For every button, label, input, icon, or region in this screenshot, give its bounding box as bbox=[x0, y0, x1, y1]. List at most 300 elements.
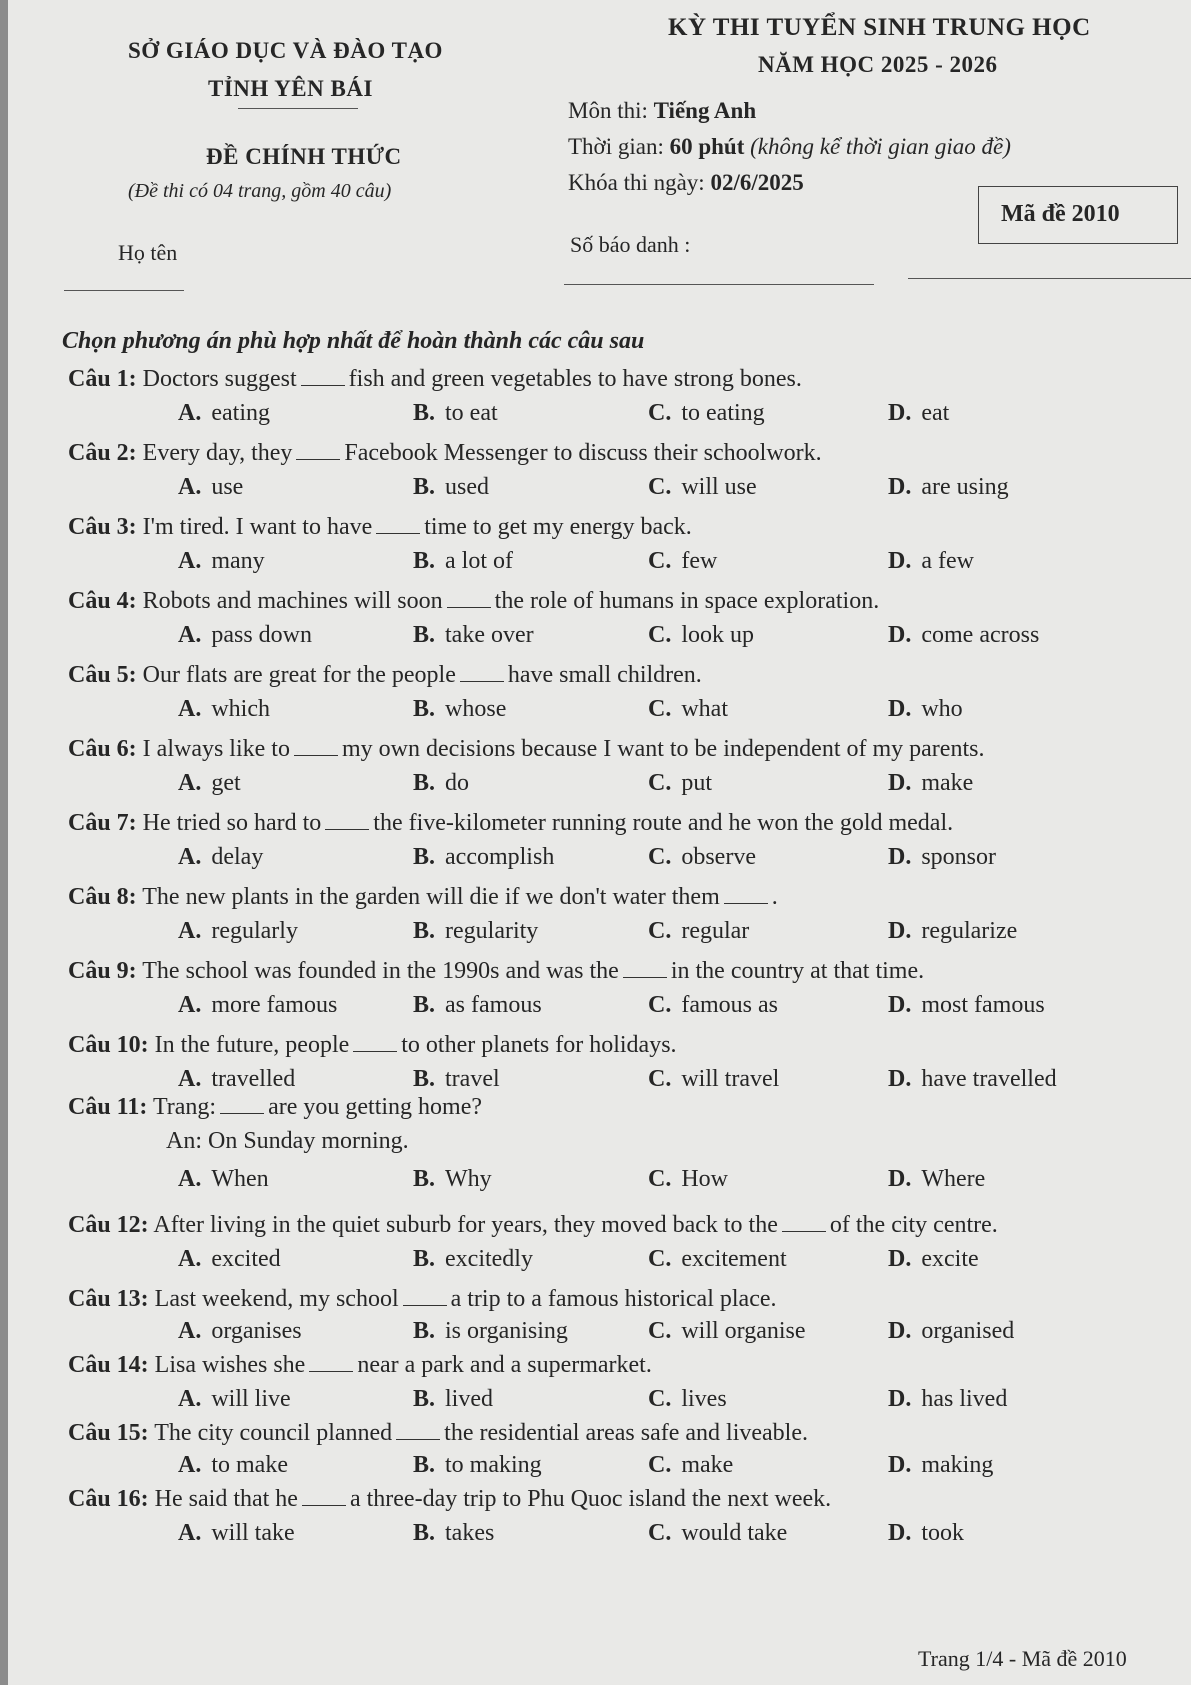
option-text: excitedly bbox=[445, 1246, 533, 1272]
question-16-option-d bbox=[888, 1520, 964, 1547]
option-text: regularity bbox=[445, 918, 539, 944]
answer-blank bbox=[325, 828, 369, 830]
question-2-option-b bbox=[413, 474, 489, 501]
subject-line bbox=[568, 98, 756, 124]
page-footer: Trang 1/4 - Mã đề 2010 bbox=[918, 1646, 1127, 1671]
option-letter: A. bbox=[178, 696, 202, 722]
subject-value: Tiếng Anh bbox=[653, 98, 757, 123]
option-letter: D. bbox=[888, 1520, 912, 1546]
question-text-before: He tried so hard to bbox=[142, 810, 322, 836]
option-letter: C. bbox=[648, 1066, 672, 1092]
question-5-option-b bbox=[413, 696, 506, 723]
question-10-option-c bbox=[648, 1066, 779, 1093]
time-line bbox=[568, 134, 1011, 160]
question-7-option-b bbox=[413, 844, 554, 871]
question-1-option-d bbox=[888, 400, 949, 427]
option-text: most famous bbox=[921, 992, 1045, 1018]
option-text: has lived bbox=[921, 1386, 1008, 1412]
question-text-before: Lisa wishes she bbox=[154, 1352, 306, 1378]
option-text: to making bbox=[445, 1452, 542, 1478]
option-letter: D. bbox=[888, 1318, 912, 1344]
option-text: will take bbox=[211, 1520, 295, 1546]
option-letter: C. bbox=[648, 770, 672, 796]
option-text: Where bbox=[921, 1166, 986, 1192]
option-letter: A. bbox=[178, 918, 202, 944]
option-letter: C. bbox=[648, 1246, 672, 1272]
question-text-after: the residential areas safe and liveable. bbox=[444, 1420, 808, 1446]
question-number: Câu 10: bbox=[68, 1032, 149, 1058]
exam-title: KỲ THI TUYỂN SINH TRUNG HỌC bbox=[668, 14, 1091, 41]
option-text: put bbox=[681, 770, 713, 796]
question-8-option-b bbox=[413, 918, 538, 945]
option-letter: A. bbox=[178, 1066, 202, 1092]
question-10-option-d bbox=[888, 1066, 1057, 1093]
option-letter: C. bbox=[648, 474, 672, 500]
question-10 bbox=[68, 1032, 677, 1059]
question-number: Câu 7: bbox=[68, 810, 137, 836]
question-4-option-d bbox=[888, 622, 1039, 649]
option-text: are using bbox=[921, 474, 1009, 500]
option-text: travelled bbox=[211, 1066, 296, 1092]
option-text: organises bbox=[211, 1318, 302, 1344]
question-2-option-c bbox=[648, 474, 757, 501]
option-letter: C. bbox=[648, 844, 672, 870]
answer-blank bbox=[724, 902, 768, 904]
option-letter: B. bbox=[413, 1246, 436, 1272]
question-2-option-d bbox=[888, 474, 1009, 501]
question-text-before: The new plants in the garden will die if we don't water them bbox=[142, 884, 720, 910]
question-1-option-b bbox=[413, 400, 498, 427]
answer-blank bbox=[782, 1230, 826, 1232]
option-text: make bbox=[921, 770, 974, 796]
question-number: Câu 11: bbox=[68, 1094, 148, 1120]
option-letter: D. bbox=[888, 844, 912, 870]
option-text: making bbox=[921, 1452, 994, 1478]
option-text: regularly bbox=[211, 918, 298, 944]
question-5-option-a bbox=[178, 696, 270, 723]
exam-code: Mã đề 2010 bbox=[1001, 201, 1120, 227]
option-letter: B. bbox=[413, 400, 436, 426]
option-text: will live bbox=[211, 1386, 291, 1412]
pages-note: (Đề thi có 04 trang, gồm 40 câu) bbox=[128, 180, 392, 202]
option-text: take over bbox=[445, 622, 534, 648]
option-letter: B. bbox=[413, 622, 436, 648]
question-text-after: are you getting home? bbox=[268, 1094, 483, 1120]
question-7 bbox=[68, 810, 953, 837]
question-text-before: The school was founded in the 1990s and was the bbox=[142, 958, 619, 984]
question-5 bbox=[68, 662, 702, 689]
question-text-after: near a park and a supermarket. bbox=[357, 1352, 652, 1378]
option-text: what bbox=[681, 696, 728, 722]
option-text: as famous bbox=[445, 992, 542, 1018]
option-letter: C. bbox=[648, 918, 672, 944]
option-letter: D. bbox=[888, 696, 912, 722]
question-9-option-c bbox=[648, 992, 778, 1019]
question-9-option-d bbox=[888, 992, 1045, 1019]
option-letter: C. bbox=[648, 1386, 672, 1412]
answer-blank bbox=[220, 1112, 264, 1114]
option-text: regularize bbox=[921, 918, 1018, 944]
option-text: took bbox=[921, 1520, 965, 1546]
option-text: excitement bbox=[681, 1246, 787, 1272]
question-13-option-c bbox=[648, 1318, 806, 1345]
question-8 bbox=[68, 884, 778, 911]
question-number: Câu 16: bbox=[68, 1486, 149, 1512]
question-14-option-b bbox=[413, 1386, 493, 1413]
question-text-after: in the country at that time. bbox=[670, 958, 925, 984]
question-16 bbox=[68, 1486, 831, 1513]
option-text: look up bbox=[681, 622, 755, 648]
question-number: Câu 3: bbox=[68, 514, 137, 540]
option-letter: D. bbox=[888, 992, 912, 1018]
option-text: pass down bbox=[211, 622, 313, 648]
option-letter: C. bbox=[648, 622, 672, 648]
option-letter: C. bbox=[648, 1318, 672, 1344]
option-text: travel bbox=[445, 1066, 500, 1092]
question-number: Câu 15: bbox=[68, 1420, 149, 1446]
date-value: 02/6/2025 bbox=[710, 170, 804, 195]
option-letter: B. bbox=[413, 1318, 436, 1344]
question-6-option-b bbox=[413, 770, 469, 797]
instruction: Chọn phương án phù hợp nhất để hoàn thành các câu sau bbox=[62, 328, 645, 354]
option-text: few bbox=[681, 548, 718, 574]
question-8-option-a bbox=[178, 918, 298, 945]
option-letter: B. bbox=[413, 1066, 436, 1092]
option-text: will organise bbox=[681, 1318, 806, 1344]
option-text: How bbox=[681, 1166, 729, 1192]
option-text: to eating bbox=[681, 400, 765, 426]
header-underline bbox=[238, 108, 358, 109]
option-letter: D. bbox=[888, 1452, 912, 1478]
option-letter: C. bbox=[648, 1452, 672, 1478]
question-text-before: Every day, they bbox=[142, 440, 293, 466]
question-number: Câu 8: bbox=[68, 884, 137, 910]
question-4-option-c bbox=[648, 622, 754, 649]
option-text: a lot of bbox=[445, 548, 513, 574]
question-1-option-a bbox=[178, 400, 270, 427]
question-14-option-a bbox=[178, 1386, 291, 1413]
option-text: observe bbox=[681, 844, 756, 870]
option-letter: B. bbox=[413, 844, 436, 870]
question-4 bbox=[68, 588, 879, 615]
question-2 bbox=[68, 440, 822, 467]
option-letter: A. bbox=[178, 1520, 202, 1546]
question-text-after: . bbox=[771, 884, 778, 910]
option-text: whose bbox=[445, 696, 507, 722]
question-13-option-b bbox=[413, 1318, 568, 1345]
question-text-after: time to get my energy back. bbox=[424, 514, 692, 540]
option-text: organised bbox=[921, 1318, 1015, 1344]
question-3-option-c bbox=[648, 548, 717, 575]
question-text-after: a three-day trip to Phu Quoc island the next week. bbox=[349, 1486, 832, 1512]
answer-blank bbox=[396, 1438, 440, 1440]
question-16-option-c bbox=[648, 1520, 787, 1547]
question-15-option-b bbox=[413, 1452, 542, 1479]
option-text: who bbox=[921, 696, 963, 722]
question-text-before: Trang: bbox=[152, 1094, 217, 1120]
question-number: Câu 2: bbox=[68, 440, 137, 466]
answer-blank bbox=[447, 606, 491, 608]
option-letter: B. bbox=[413, 992, 436, 1018]
option-letter: B. bbox=[413, 548, 436, 574]
option-text: use bbox=[211, 474, 244, 500]
option-letter: B. bbox=[413, 1452, 436, 1478]
question-15-option-c bbox=[648, 1452, 733, 1479]
answer-blank bbox=[294, 754, 338, 756]
official-label: ĐỀ CHÍNH THỨC bbox=[206, 144, 402, 169]
question-text-after: my own decisions because I want to be independent of my parents. bbox=[341, 736, 985, 762]
option-text: will use bbox=[681, 474, 757, 500]
question-3-option-a bbox=[178, 548, 265, 575]
question-6-option-c bbox=[648, 770, 712, 797]
question-text-before: I always like to bbox=[142, 736, 290, 762]
question-7-option-a bbox=[178, 844, 263, 871]
option-letter: A. bbox=[178, 1318, 202, 1344]
option-text: When bbox=[211, 1166, 269, 1192]
question-13-option-a bbox=[178, 1318, 302, 1345]
option-text: will travel bbox=[681, 1066, 780, 1092]
name-label: Họ tên bbox=[118, 240, 178, 265]
time-note: (không kể thời gian giao đề) bbox=[744, 134, 1011, 159]
question-10-option-b bbox=[413, 1066, 500, 1093]
option-letter: A. bbox=[178, 474, 202, 500]
option-letter: C. bbox=[648, 400, 672, 426]
option-letter: C. bbox=[648, 1166, 672, 1192]
answer-blank bbox=[302, 1504, 346, 1506]
answer-blank bbox=[623, 976, 667, 978]
option-letter: A. bbox=[178, 844, 202, 870]
answer-blank bbox=[403, 1304, 447, 1306]
question-12-option-a bbox=[178, 1246, 281, 1273]
question-text-before: In the future, people bbox=[154, 1032, 350, 1058]
option-text: to make bbox=[211, 1452, 288, 1478]
question-11-option-c bbox=[648, 1166, 728, 1193]
question-12-option-b bbox=[413, 1246, 533, 1273]
option-letter: D. bbox=[888, 770, 912, 796]
question-8-option-d bbox=[888, 918, 1017, 945]
option-letter: A. bbox=[178, 770, 202, 796]
question-9-option-b bbox=[413, 992, 542, 1019]
question-16-option-a bbox=[178, 1520, 295, 1547]
question-3-option-b bbox=[413, 548, 513, 575]
option-text: famous as bbox=[681, 992, 778, 1018]
question-text-before: He said that he bbox=[154, 1486, 298, 1512]
question-4-option-a bbox=[178, 622, 312, 649]
option-text: takes bbox=[445, 1520, 495, 1546]
question-text-before: Our flats are great for the people bbox=[142, 662, 456, 688]
date-line bbox=[568, 170, 804, 196]
option-text: used bbox=[445, 474, 490, 500]
option-letter: B. bbox=[413, 696, 436, 722]
question-6 bbox=[68, 736, 984, 763]
question-11-option-b bbox=[413, 1166, 492, 1193]
exam-code-box bbox=[978, 186, 1178, 244]
option-letter: B. bbox=[413, 770, 436, 796]
answer-blank bbox=[309, 1370, 353, 1372]
option-text: lives bbox=[681, 1386, 727, 1412]
id-line bbox=[564, 284, 874, 285]
question-3-option-d bbox=[888, 548, 974, 575]
question-4-option-b bbox=[413, 622, 534, 649]
question-11-option-a bbox=[178, 1166, 269, 1193]
option-text: come across bbox=[921, 622, 1040, 648]
option-letter: A. bbox=[178, 548, 202, 574]
question-12-option-d bbox=[888, 1246, 979, 1273]
option-text: sponsor bbox=[921, 844, 997, 870]
option-letter: B. bbox=[413, 474, 436, 500]
option-text: would take bbox=[681, 1520, 788, 1546]
question-text-before: Last weekend, my school bbox=[154, 1286, 399, 1312]
question-14-option-c bbox=[648, 1386, 727, 1413]
option-letter: C. bbox=[648, 696, 672, 722]
time-label: Thời gian: bbox=[568, 134, 670, 159]
question-15 bbox=[68, 1420, 808, 1447]
candidate-id-label: Số báo danh : bbox=[570, 232, 691, 257]
option-letter: D. bbox=[888, 474, 912, 500]
question-9 bbox=[68, 958, 924, 985]
option-text: lived bbox=[445, 1386, 494, 1412]
question-11-option-d bbox=[888, 1166, 985, 1193]
option-letter: D. bbox=[888, 400, 912, 426]
option-text: which bbox=[211, 696, 270, 722]
option-letter: B. bbox=[413, 918, 436, 944]
question-16-option-b bbox=[413, 1520, 494, 1547]
answer-blank bbox=[296, 458, 340, 460]
question-text-before: Doctors suggest bbox=[142, 366, 297, 392]
option-letter: D. bbox=[888, 1166, 912, 1192]
option-letter: A. bbox=[178, 1166, 202, 1192]
option-text: excited bbox=[211, 1246, 281, 1272]
question-text-after: have small children. bbox=[507, 662, 702, 688]
question-14 bbox=[68, 1352, 652, 1379]
question-6-option-a bbox=[178, 770, 241, 797]
answer-blank bbox=[301, 384, 345, 386]
question-12 bbox=[68, 1212, 998, 1239]
question-14-option-d bbox=[888, 1386, 1007, 1413]
option-letter: B. bbox=[413, 1386, 436, 1412]
question-9-option-a bbox=[178, 992, 337, 1019]
question-number: Câu 13: bbox=[68, 1286, 149, 1312]
option-letter: C. bbox=[648, 548, 672, 574]
question-5-option-d bbox=[888, 696, 963, 723]
option-text: make bbox=[681, 1452, 734, 1478]
question-8-option-c bbox=[648, 918, 749, 945]
question-1 bbox=[68, 366, 802, 393]
option-text: do bbox=[445, 770, 470, 796]
question-number: Câu 1: bbox=[68, 366, 137, 392]
question-number: Câu 9: bbox=[68, 958, 137, 984]
code-line bbox=[908, 278, 1191, 279]
option-text: is organising bbox=[445, 1318, 568, 1344]
question-text-after: to other planets for holidays. bbox=[401, 1032, 677, 1058]
subject-label: Môn thi: bbox=[568, 98, 654, 123]
option-letter: A. bbox=[178, 992, 202, 1018]
option-letter: D. bbox=[888, 1066, 912, 1092]
option-letter: A. bbox=[178, 1386, 202, 1412]
question-3 bbox=[68, 514, 692, 541]
question-number: Câu 4: bbox=[68, 588, 137, 614]
option-letter: A. bbox=[178, 622, 202, 648]
question-text-before: The city council planned bbox=[154, 1420, 393, 1446]
question-text-after: of the city centre. bbox=[829, 1212, 998, 1238]
question-15-option-a bbox=[178, 1452, 288, 1479]
question-15-option-d bbox=[888, 1452, 993, 1479]
question-6-option-d bbox=[888, 770, 973, 797]
department-name: SỞ GIÁO DỤC VÀ ĐÀO TẠO bbox=[128, 38, 443, 63]
option-text: delay bbox=[211, 844, 264, 870]
question-text-after: a trip to a famous historical place. bbox=[450, 1286, 777, 1312]
option-letter: D. bbox=[888, 548, 912, 574]
question-number: Câu 14: bbox=[68, 1352, 149, 1378]
option-letter: C. bbox=[648, 992, 672, 1018]
question-text-before: Robots and machines will soon bbox=[142, 588, 443, 614]
question-text-after: the role of humans in space exploration. bbox=[494, 588, 880, 614]
option-letter: D. bbox=[888, 1246, 912, 1272]
option-text: have travelled bbox=[921, 1066, 1057, 1092]
option-text: eating bbox=[211, 400, 270, 426]
option-text: eat bbox=[921, 400, 950, 426]
name-line bbox=[64, 290, 184, 291]
option-letter: B. bbox=[413, 1520, 436, 1546]
question-13-option-d bbox=[888, 1318, 1014, 1345]
question-text-after: the five-kilometer running route and he won the gold medal. bbox=[373, 810, 954, 836]
option-letter: D. bbox=[888, 918, 912, 944]
question-7-option-c bbox=[648, 844, 756, 871]
question-11 bbox=[68, 1094, 482, 1121]
option-letter: D. bbox=[888, 622, 912, 648]
question-5-option-c bbox=[648, 696, 728, 723]
question-7-option-d bbox=[888, 844, 996, 871]
option-text: more famous bbox=[211, 992, 338, 1018]
question-number: Câu 12: bbox=[68, 1212, 149, 1238]
answer-blank bbox=[376, 532, 420, 534]
question-13 bbox=[68, 1286, 777, 1313]
option-letter: A. bbox=[178, 400, 202, 426]
question-12-option-c bbox=[648, 1246, 787, 1273]
option-letter: A. bbox=[178, 1246, 202, 1272]
option-text: regular bbox=[681, 918, 750, 944]
option-letter: D. bbox=[888, 1386, 912, 1412]
question-10-option-a bbox=[178, 1066, 295, 1093]
option-text: excite bbox=[921, 1246, 979, 1272]
province-name: TỈNH YÊN BÁI bbox=[208, 76, 373, 101]
school-year: NĂM HỌC 2025 - 2026 bbox=[758, 52, 998, 77]
option-text: many bbox=[211, 548, 265, 574]
question-11-dialogue-line: An: On Sunday morning. bbox=[166, 1128, 409, 1154]
question-text-after: fish and green vegetables to have strong bones. bbox=[348, 366, 802, 392]
option-letter: C. bbox=[648, 1520, 672, 1546]
question-text-before: After living in the quiet suburb for years, they moved back to the bbox=[153, 1212, 778, 1238]
option-text: Why bbox=[445, 1166, 492, 1192]
answer-blank bbox=[353, 1050, 397, 1052]
option-text: get bbox=[211, 770, 241, 796]
question-text-after: Facebook Messenger to discuss their schoolwork. bbox=[344, 440, 822, 466]
question-number: Câu 5: bbox=[68, 662, 137, 688]
option-text: accomplish bbox=[445, 844, 555, 870]
answer-blank bbox=[460, 680, 504, 682]
question-1-option-c bbox=[648, 400, 765, 427]
date-label: Khóa thi ngày: bbox=[568, 170, 711, 195]
option-letter: B. bbox=[413, 1166, 436, 1192]
option-text: to eat bbox=[445, 400, 498, 426]
time-value: 60 phút bbox=[669, 134, 745, 159]
exam-paper bbox=[8, 0, 1191, 1685]
question-text-before: I'm tired. I want to have bbox=[142, 514, 373, 540]
question-number: Câu 6: bbox=[68, 736, 137, 762]
option-text: a few bbox=[921, 548, 974, 574]
option-letter: A. bbox=[178, 1452, 202, 1478]
question-2-option-a bbox=[178, 474, 243, 501]
